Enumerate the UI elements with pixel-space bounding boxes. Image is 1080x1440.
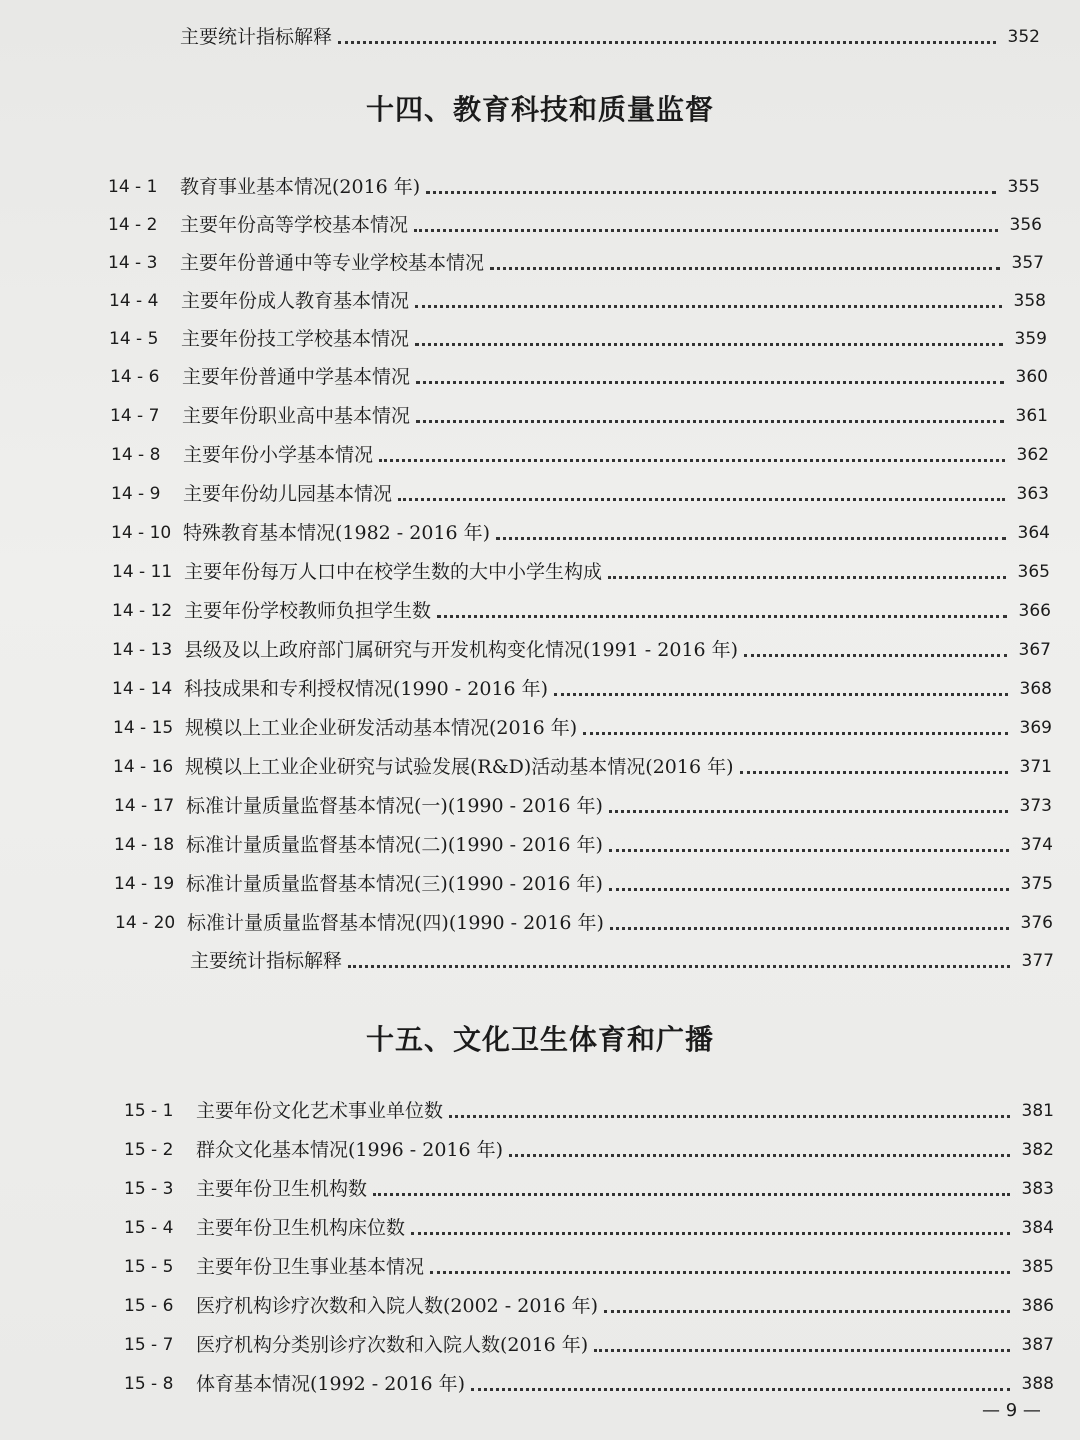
entry-page: 363 <box>1016 484 1049 504</box>
entry-page: 376 <box>1020 913 1053 933</box>
toc-entry <box>124 1170 1054 1200</box>
toc-entry <box>108 168 1040 198</box>
entry-page: 383 <box>1021 1179 1054 1199</box>
entry-title: 标准计量质量监督基本情况(四)(1990 - 2016 年) <box>187 912 604 934</box>
entry-page: 388 <box>1021 1374 1054 1394</box>
toc-entry <box>114 865 1053 895</box>
toc-entry <box>110 358 1048 388</box>
entry-number: 14 - 11 <box>112 562 173 582</box>
leader-dots <box>379 459 1005 462</box>
toc-entry <box>113 748 1052 778</box>
entry-title: 医疗机构诊疗次数和入院人数(2002 - 2016 年) <box>196 1295 599 1317</box>
entry-title: 主要年份小学基本情况 <box>183 444 374 466</box>
leader-dots <box>583 732 1008 735</box>
toc-entry-notes-14 <box>118 942 1054 972</box>
entry-number: 14 - 10 <box>111 523 172 543</box>
leader-dots <box>449 1115 1010 1118</box>
leader-dots <box>744 654 1007 657</box>
page-number: — 9 — <box>982 1400 1041 1421</box>
entry-page: 384 <box>1021 1218 1054 1238</box>
toc-entry <box>110 397 1048 427</box>
leader-dots <box>609 888 1009 891</box>
leader-dots <box>610 927 1009 930</box>
leader-dots <box>338 41 996 44</box>
entry-page: 374 <box>1020 835 1053 855</box>
toc-entry <box>111 436 1049 466</box>
entry-number: 14 - 16 <box>113 757 174 777</box>
entry-title: 教育事业基本情况(2016 年) <box>180 176 421 198</box>
entry-title: 主要年份高等学校基本情况 <box>180 214 409 236</box>
entry-number: 14 - 20 <box>115 913 176 933</box>
toc-entry <box>112 553 1050 583</box>
entry-title: 主要年份成人教育基本情况 <box>181 290 410 312</box>
entry-number: 15 - 6 <box>124 1296 174 1316</box>
toc-entry <box>109 320 1047 350</box>
entry-title: 主要年份学校教师负担学生数 <box>184 600 432 622</box>
entry-number: 14 - 17 <box>114 796 175 816</box>
toc-entry <box>124 1248 1054 1278</box>
toc-entry <box>109 282 1046 312</box>
entry-number: 14 - 15 <box>113 718 174 738</box>
section-15-heading: 十五、文化卫生体育和广播 <box>365 1023 714 1056</box>
entry-title: 医疗机构分类别诊疗次数和入院人数(2016 年) <box>196 1334 589 1356</box>
entry-title: 主要年份卫生机构床位数 <box>196 1217 406 1239</box>
entry-title: 主要年份技工学校基本情况 <box>181 328 410 350</box>
entry-number: 14 - 8 <box>111 445 161 465</box>
entry-number: 14 - 14 <box>112 679 173 699</box>
entry-number: 15 - 8 <box>124 1374 174 1394</box>
leader-dots <box>430 1271 1010 1274</box>
entry-number: 14 - 13 <box>112 640 173 660</box>
entry-title: 群众文化基本情况(1996 - 2016 年) <box>196 1139 504 1161</box>
entry-page: 361 <box>1015 406 1048 426</box>
leader-dots <box>740 771 1009 774</box>
leader-dots <box>415 343 1003 346</box>
toc-entry <box>124 1365 1054 1395</box>
entry-page: 352 <box>1007 27 1040 47</box>
entry-title: 特殊教育基本情况(1982 - 2016 年) <box>183 522 491 544</box>
entry-title: 县级及以上政府部门属研究与开发机构变化情况(1991 - 2016 年) <box>184 639 739 661</box>
leader-dots <box>604 1310 1010 1313</box>
entry-page: 375 <box>1020 874 1053 894</box>
leader-dots <box>373 1193 1010 1196</box>
entry-page: 365 <box>1017 562 1050 582</box>
entry-title: 标准计量质量监督基本情况(二)(1990 - 2016 年) <box>186 834 603 856</box>
entry-page: 356 <box>1009 215 1042 235</box>
entry-number: 14 - 6 <box>110 367 160 387</box>
entry-page: 366 <box>1018 601 1051 621</box>
entry-title: 科技成果和专利授权情况(1990 - 2016 年) <box>184 678 549 700</box>
entry-page: 362 <box>1016 445 1049 465</box>
leader-dots <box>609 810 1008 813</box>
entry-page: 368 <box>1019 679 1052 699</box>
leader-dots <box>608 576 1006 579</box>
toc-entry <box>124 1092 1054 1122</box>
entry-page: 371 <box>1019 757 1052 777</box>
leader-dots <box>471 1388 1010 1391</box>
entry-number: 15 - 5 <box>124 1257 174 1277</box>
entry-page: 357 <box>1011 253 1044 273</box>
leader-dots <box>398 498 1005 501</box>
toc-entry <box>111 475 1049 505</box>
leader-dots <box>609 849 1009 852</box>
toc-entry <box>124 1287 1054 1317</box>
toc-entry <box>112 592 1051 622</box>
section-14-heading: 十四、教育科技和质量监督 <box>365 93 714 126</box>
entry-number: 14 - 1 <box>108 177 158 197</box>
entry-title: 主要年份文化艺术事业单位数 <box>196 1100 444 1122</box>
toc-entry <box>124 1209 1054 1239</box>
toc-entry <box>113 709 1052 739</box>
toc-entry <box>124 1326 1054 1356</box>
entry-number: 14 - 5 <box>109 329 159 349</box>
leader-dots <box>415 305 1002 308</box>
entry-title: 规模以上工业企业研发活动基本情况(2016 年) <box>185 717 578 739</box>
toc-entry <box>112 670 1052 700</box>
entry-page: 387 <box>1021 1335 1054 1355</box>
entry-page: 355 <box>1007 177 1040 197</box>
entry-title: 主要年份卫生机构数 <box>196 1178 368 1200</box>
entry-number: 14 - 19 <box>114 874 175 894</box>
leader-dots <box>426 191 996 194</box>
entry-number: 14 - 3 <box>108 253 158 273</box>
leader-dots <box>437 615 1007 618</box>
entry-title: 主要年份普通中等专业学校基本情况 <box>180 252 485 274</box>
entry-page: 385 <box>1021 1257 1054 1277</box>
entry-number: 14 - 2 <box>108 215 158 235</box>
entry-title: 主要统计指标解释 <box>190 950 343 972</box>
entry-title: 规模以上工业企业研究与试验发展(R&D)活动基本情况(2016 年) <box>185 756 734 778</box>
entry-page: 369 <box>1019 718 1052 738</box>
leader-dots <box>411 1232 1010 1235</box>
entry-number: 15 - 2 <box>124 1140 174 1160</box>
toc-entry <box>111 514 1050 544</box>
toc-entry <box>108 206 1042 236</box>
toc-entry <box>114 787 1052 817</box>
entry-page: 381 <box>1021 1101 1054 1121</box>
entry-number: 14 - 7 <box>110 406 160 426</box>
leader-dots <box>416 381 1004 384</box>
entry-title: 标准计量质量监督基本情况(一)(1990 - 2016 年) <box>186 795 603 817</box>
leader-dots <box>416 420 1004 423</box>
entry-title: 标准计量质量监督基本情况(三)(1990 - 2016 年) <box>186 873 603 895</box>
toc-entry-notes-13 <box>108 18 1040 48</box>
leader-dots <box>348 965 1010 968</box>
leader-dots <box>594 1349 1010 1352</box>
entry-page: 382 <box>1021 1140 1054 1160</box>
entry-title: 主要年份职业高中基本情况 <box>182 405 411 427</box>
entry-page: 386 <box>1021 1296 1054 1316</box>
entry-page: 358 <box>1013 291 1046 311</box>
leader-dots <box>490 267 1000 270</box>
entry-number: 15 - 7 <box>124 1335 174 1355</box>
entry-number: 14 - 9 <box>111 484 161 504</box>
entry-page: 360 <box>1015 367 1048 387</box>
entry-page: 377 <box>1021 951 1054 971</box>
entry-page: 359 <box>1014 329 1047 349</box>
entry-title: 体育基本情况(1992 - 2016 年) <box>196 1373 466 1395</box>
entry-page: 364 <box>1017 523 1050 543</box>
entry-number: 14 - 12 <box>112 601 173 621</box>
leader-dots <box>496 537 1006 540</box>
toc-entry <box>115 904 1053 934</box>
entry-number: 14 - 18 <box>114 835 175 855</box>
entry-number: 15 - 3 <box>124 1179 174 1199</box>
entry-number: 15 - 4 <box>124 1218 174 1238</box>
entry-title: 主要年份每万人口中在校学生数的大中小学生构成 <box>184 561 603 583</box>
entry-number: 15 - 1 <box>124 1101 174 1121</box>
entry-page: 367 <box>1018 640 1051 660</box>
entry-page: 373 <box>1019 796 1052 816</box>
entry-title: 主要年份卫生事业基本情况 <box>196 1256 425 1278</box>
toc-entry <box>114 826 1053 856</box>
toc-entry <box>112 631 1051 661</box>
toc-entry <box>124 1131 1054 1161</box>
leader-dots <box>509 1154 1010 1157</box>
toc-entry <box>108 244 1044 274</box>
leader-dots <box>554 693 1008 696</box>
entry-title: 主要年份普通中学基本情况 <box>182 366 411 388</box>
entry-number: 14 - 4 <box>109 291 159 311</box>
entry-title: 主要年份幼儿园基本情况 <box>183 483 393 505</box>
leader-dots <box>414 229 998 232</box>
entry-title: 主要统计指标解释 <box>180 26 333 48</box>
